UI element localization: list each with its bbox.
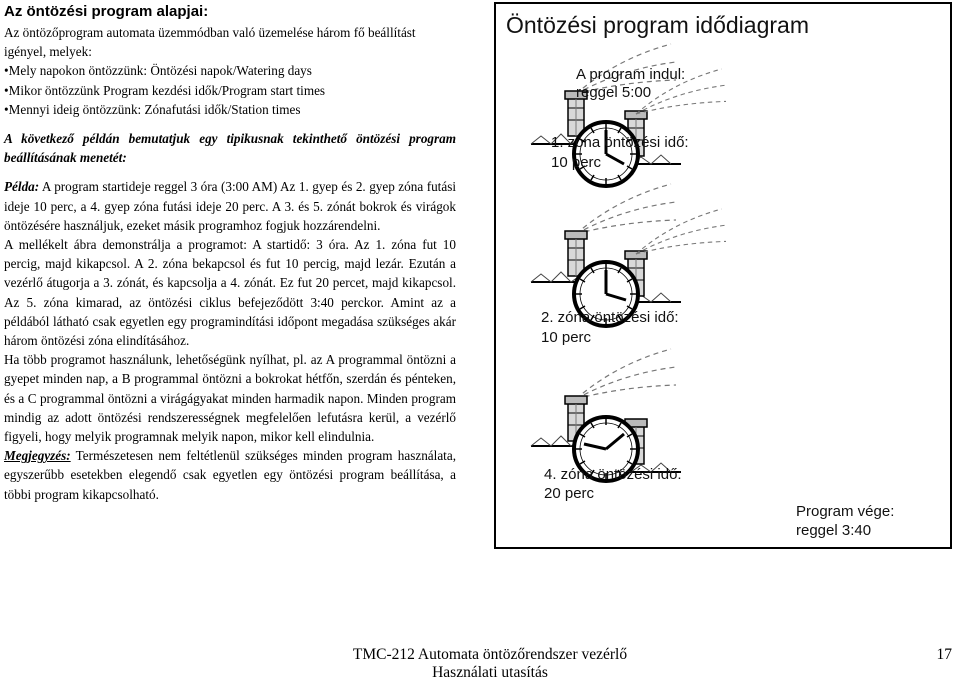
end-label-2: reggel 3:40 <box>796 522 872 539</box>
page-number: 17 <box>936 646 952 663</box>
stage-3-illustration <box>531 349 681 481</box>
stage-2-illustration <box>531 184 726 326</box>
zone1-label-1: 1. zóna öntözési idő: <box>551 134 689 151</box>
intro-text: Az öntözőprogram automata üzemmódban való üzemelése három fő beállítást igényel, melyek: <box>4 25 416 60</box>
end-label-1: Program vége: <box>796 503 895 520</box>
example-label: Példa: <box>4 179 40 195</box>
left-text-column <box>4 2 456 504</box>
page-footer <box>250 646 730 682</box>
irrigation-timing-diagram <box>494 2 952 549</box>
zone2-label-1: 2. zóna öntözési idő: <box>541 309 679 326</box>
diagram-title: Öntözési program idődiagram <box>506 12 809 38</box>
start-label-2: reggel 5:00 <box>576 84 652 101</box>
note-label: Megjegyzés: <box>4 448 71 464</box>
program-description: A mellékelt ábra demonstrálja a programot: A startidő: 3 óra. Az 1. zóna fut 10 percig, majd kikapcsol. A 2. zóna bekapcsol és fut 10 percig, majd lezár. Ezután a vezérlő átugorja a 3. zónát, és kapcsolja a 4. zónát. Ez fut 20 percet, majd kikapcsol. Az 5. zóna kimarad, az öntözési ciklus befejeződött 3:40 perckor. Amint az a példából látható csak egyetlen egy programindítási időpont megadása szükséges akár három öntözési zóna elindításához. <box>4 237 456 349</box>
example-paragraph <box>4 177 456 235</box>
section-title: Az öntözési program alapjai: <box>4 3 209 20</box>
note-paragraph <box>4 446 456 504</box>
example-intro: A következő példán bemutatjuk egy tipikusnak tekinthető öntözési program beállításának menetét: <box>4 131 456 166</box>
bullet-item: •Mikor öntözzünk Program kezdési idők/Program start times <box>4 82 326 98</box>
multi-program-paragraph: Ha több programot használunk, lehetőségünk nyílhat, pl. az A programmal öntözni a gyepet minden nap, a B programmal öntözni a bokrokat hétfőn, szerdán és pénteken, és a C programmal öntözni a virágágyakat minden harmadik napon. Minden program mindig az adott öntözési rendszerességnek megfelelően lefutásra kerül, a vezérlő figyeli, hogy melyik programnak melyik napon, mikor kell elindulnia. <box>4 352 456 445</box>
footer-subtitle: Használati utasítás <box>432 664 548 681</box>
zone2-label-2: 10 perc <box>541 329 592 346</box>
zone1-label-2: 10 perc <box>551 154 602 171</box>
note-text: Természetesen nem feltétlenül szükséges minden program használata, egyszerűbb esetekben elegendő csak egyetlen egy öntözési program beállítása, a többi program kikapcsolható. <box>4 448 456 502</box>
example-text: A program startideje reggel 3 óra (3:00 AM) Az 1. gyep és 2. gyep zóna futási ideje 10 perc, a 4. gyep zóna futási ideje 20 perc. A 3. és 5. zónát bokrok és virágok öntözésére használjuk, ezeket másik programhoz fogjuk hozzárendelni. <box>4 179 456 233</box>
diagram-illustration <box>496 4 950 547</box>
start-label-1: A program indul: <box>576 66 686 83</box>
zone4-label-1: 4. zóna öntözési idő: <box>544 466 682 483</box>
bullet-item: •Mennyi ideig öntözzünk: Zónafutási idők/Station times <box>4 101 301 117</box>
bullet-item: •Mely napokon öntözzünk: Öntözési napok/Watering days <box>4 63 312 79</box>
footer-title: TMC-212 Automata öntözőrendszer vezérlő <box>352 646 628 663</box>
zone4-label-2: 20 perc <box>544 485 595 502</box>
